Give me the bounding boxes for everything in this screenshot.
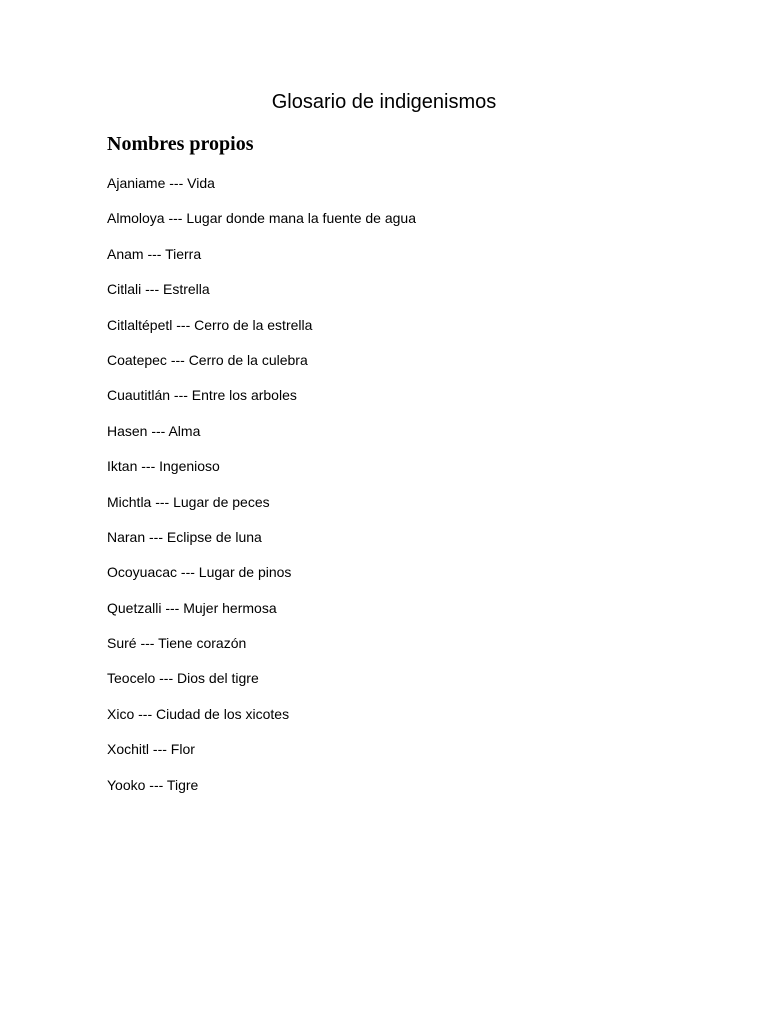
glossary-entry: Yooko --- Tigre	[107, 776, 199, 793]
document-title: Glosario de indigenismos	[271, 91, 497, 113]
section-title: Nombres propios	[107, 133, 254, 155]
glossary-entry: Cuautitlán --- Entre los arboles	[107, 387, 297, 404]
glossary-entry: Ocoyuacac --- Lugar de pinos	[107, 564, 292, 581]
glossary-list	[107, 173, 416, 810]
glossary-entry: Quetzalli --- Mujer hermosa	[107, 599, 277, 616]
glossary-entry: Anam --- Tierra	[107, 245, 202, 262]
glossary-entry: Hasen --- Alma	[107, 422, 201, 439]
glossary-entry: Xochitl --- Flor	[107, 741, 195, 758]
glossary-entry: Almoloya --- Lugar donde mana la fuente de agua	[107, 210, 416, 227]
glossary-entry: Citlaltépetl --- Cerro de la estrella	[107, 316, 313, 333]
glossary-entry: Citlali --- Estrella	[107, 281, 210, 298]
glossary-entry: Iktan --- Ingenioso	[107, 458, 220, 475]
glossary-entry: Ajaniame --- Vida	[107, 175, 215, 191]
glossary-entry: Suré --- Tiene corazón	[107, 635, 247, 652]
glossary-entry: Naran --- Eclipse de luna	[107, 528, 262, 545]
glossary-entry: Coatepec --- Cerro de la culebra	[107, 351, 308, 368]
glossary-entry: Xico --- Ciudad de los xicotes	[107, 705, 290, 722]
glossary-entry: Michtla --- Lugar de peces	[107, 493, 270, 510]
glossary-entry: Teocelo --- Dios del tigre	[107, 670, 259, 687]
